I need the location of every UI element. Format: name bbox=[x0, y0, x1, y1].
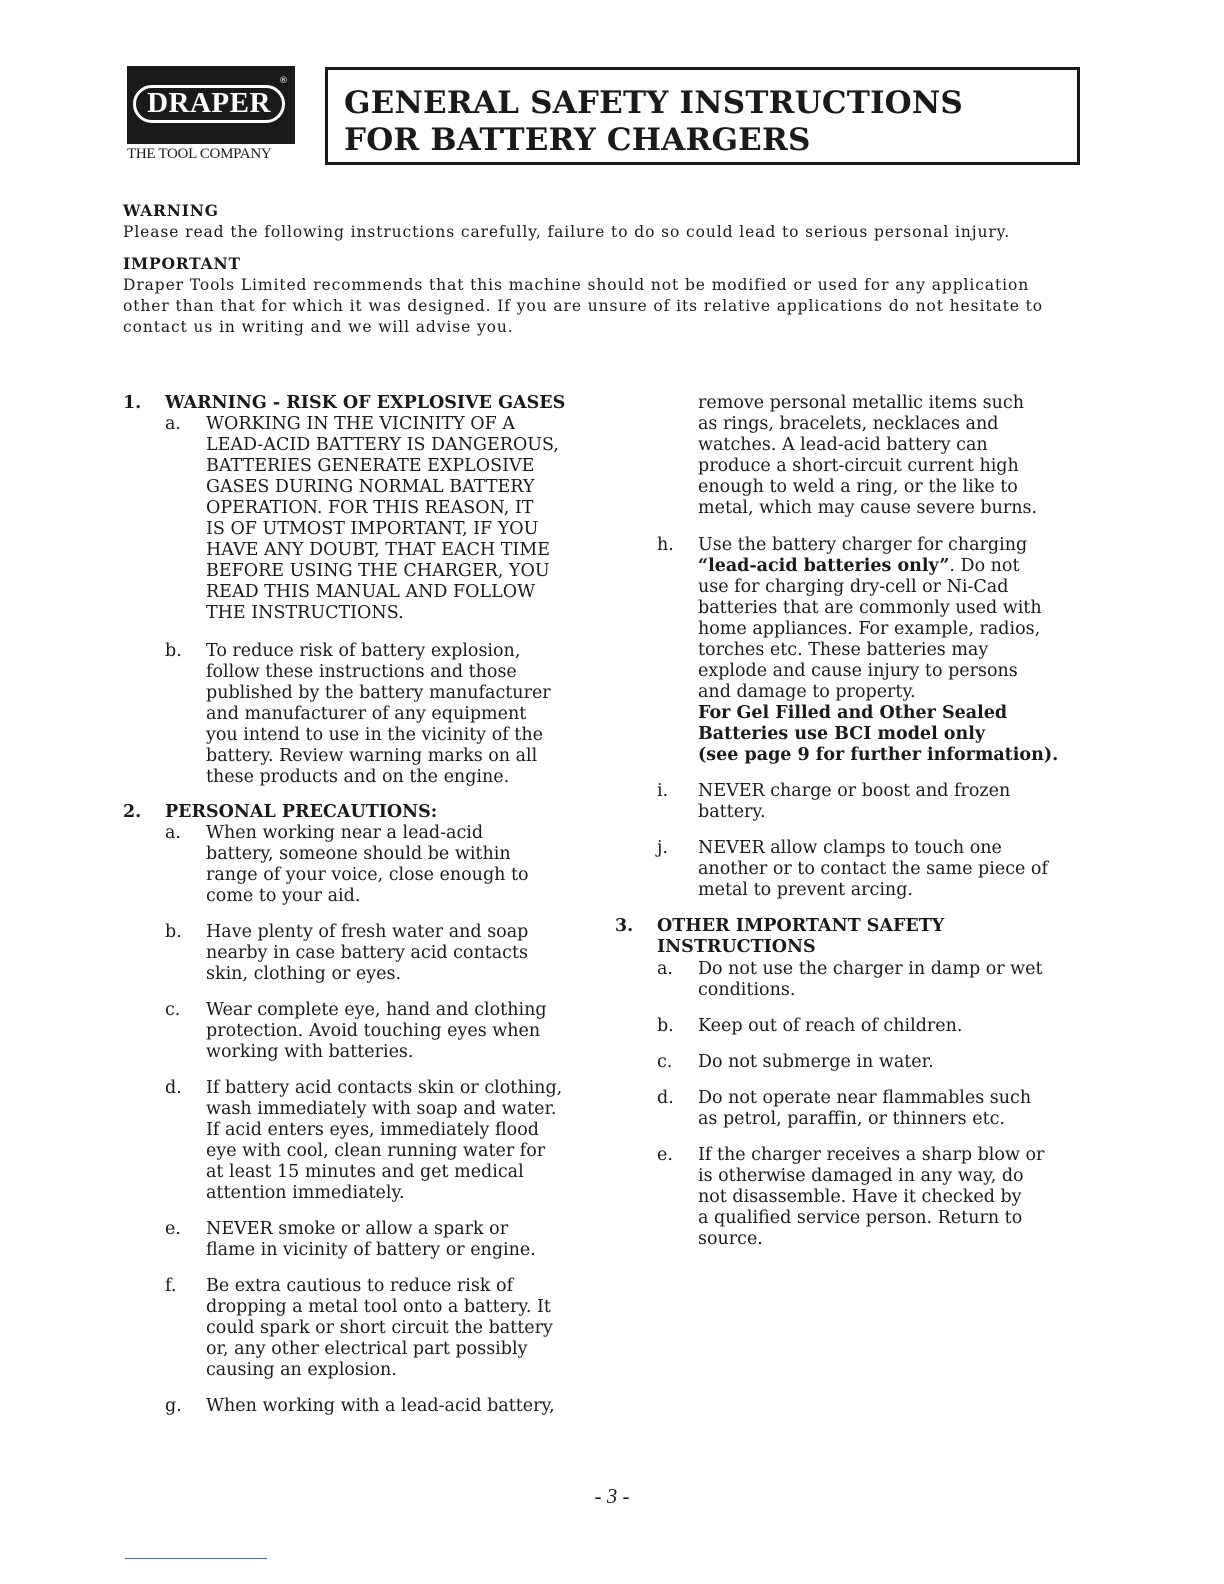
item-letter: d. bbox=[657, 1088, 674, 1108]
logo-block bbox=[127, 66, 295, 144]
item-letter: h. bbox=[657, 535, 674, 555]
item-text: To reduce risk of battery explosion, follow these instructions and those published by the battery manufacturer and manufacturer of any equipment you intend to use in the vicinity of the battery. Review warning marks on all these products and on the engine. bbox=[206, 641, 551, 787]
item-letter: f. bbox=[165, 1276, 177, 1296]
item-text: Have plenty of fresh water and soap nearby in case battery acid contacts skin, clothing or eyes. bbox=[206, 922, 529, 984]
item-2h-text-start: Use the battery charger for charging bbox=[698, 535, 1028, 555]
item-letter: a. bbox=[657, 959, 673, 979]
item-letter: b. bbox=[165, 922, 182, 942]
item-text: NEVER allow clamps to touch one another or to contact the same piece of metal to prevent arcing. bbox=[698, 838, 1048, 900]
footer-rule bbox=[125, 1558, 267, 1559]
section-3-heading bbox=[615, 916, 1085, 958]
item-letter: e. bbox=[657, 1145, 673, 1165]
item-text: NEVER smoke or allow a spark or flame in vicinity of battery or engine. bbox=[206, 1219, 536, 1260]
item-2h-bold-note: For Gel Filled and Other Sealed Batteries use BCI model only (see page 9 for further information). bbox=[698, 703, 1059, 765]
item-text: remove personal metallic items such as rings, bracelets, necklaces and watches. A lead-acid battery can produce a short-circuit current high enough to weld a ring, or the like to metal, which may cause severe burns. bbox=[698, 393, 1038, 518]
item-letter: c. bbox=[165, 1000, 181, 1020]
section-1-heading bbox=[123, 393, 603, 414]
item-letter: a. bbox=[165, 414, 181, 434]
item-letter: g. bbox=[165, 1396, 182, 1416]
important-line-2: other than that for which it was designed. If you are unsure of its relative applications do not hesitate to bbox=[123, 297, 1044, 315]
section-1-title: WARNING - RISK OF EXPLOSIVE GASES bbox=[165, 393, 566, 413]
section-3-title-line-1: OTHER IMPORTANT SAFETY bbox=[657, 916, 945, 936]
item-letter: i. bbox=[657, 781, 669, 801]
item-text: Wear complete eye, hand and clothing protection. Avoid touching eyes when working with batteries. bbox=[206, 1000, 547, 1062]
warning-block bbox=[123, 200, 1103, 243]
section-3-title-line-2: INSTRUCTIONS bbox=[657, 937, 816, 957]
item-text: If battery acid contacts skin or clothing, wash immediately with soap and water. If acid enters eyes, immediately flood eye with cool, clean running water for at least 15 minutes and get medical attention immediately. bbox=[206, 1078, 563, 1203]
item-letter: d. bbox=[165, 1078, 182, 1098]
title-line-2: FOR BATTERY CHARGERS bbox=[344, 122, 811, 158]
item-text: Do not submerge in water. bbox=[698, 1052, 934, 1072]
logo-tagline: THE TOOL COMPANY bbox=[127, 146, 272, 162]
item-letter: b. bbox=[165, 641, 182, 661]
item-text: NEVER charge or boost and frozen battery. bbox=[698, 781, 1011, 822]
section-2-title: PERSONAL PRECAUTIONS: bbox=[165, 802, 438, 822]
page-number: - 3 - bbox=[594, 1484, 630, 1508]
important-line-3: contact us in writing and we will advise you. bbox=[123, 318, 514, 336]
item-letter: c. bbox=[657, 1052, 673, 1072]
item-text: If the charger receives a sharp blow or is otherwise damaged in any way, do not disassemble. Have it checked by a qualified service person. Return to source. bbox=[698, 1145, 1045, 1249]
item-text: Do not use the charger in damp or wet conditions. bbox=[698, 959, 1043, 1000]
registered-mark: ® bbox=[279, 76, 288, 86]
item-text: Keep out of reach of children. bbox=[698, 1016, 963, 1036]
page-title bbox=[325, 67, 1080, 165]
section-2-number: 2. bbox=[123, 802, 142, 822]
item-text: WORKING IN THE VICINITY OF A LEAD-ACID BATTERY IS DANGEROUS, BATTERIES GENERATE EXPLOSIVE GASES DURING NORMAL BATTERY OPERATION. FOR THIS REASON, IT IS OF UTMOST IMPORTANT, IF YOU HAVE ANY DOUBT, THAT EACH TIME BEFORE USING THE CHARGER, YOU READ THIS MANUAL AND FOLLOW THE INSTRUCTIONS. bbox=[206, 414, 559, 623]
important-block bbox=[123, 253, 1103, 338]
item-letter: j. bbox=[657, 838, 668, 858]
warning-heading: WARNING bbox=[123, 201, 219, 220]
item-letter: b. bbox=[657, 1016, 674, 1036]
item-text: When working near a lead-acid battery, someone should be within range of your voice, close enough to come to your aid. bbox=[206, 823, 529, 906]
item-2h-bold-emphasis: “lead-acid batteries only” bbox=[698, 556, 950, 576]
item-text bbox=[698, 535, 1088, 766]
section-1-number: 1. bbox=[123, 393, 142, 413]
item-2h-text-middle: . Do not use for charging dry-cell or Ni-Cad batteries that are commonly used with home appliances. For example, radios, torches etc. These batteries may explode and cause injury to persons and damage to property. bbox=[698, 556, 1042, 702]
important-line-1: Draper Tools Limited recommends that this machine should not be modified or used for any application bbox=[123, 276, 1030, 294]
item-text: Be extra cautious to reduce risk of dropping a metal tool onto a battery. It could spark or short circuit the battery or, any other electrical part possibly causing an explosion. bbox=[206, 1276, 553, 1380]
item-text: Do not operate near flammables such as petrol, paraffin, or thinners etc. bbox=[698, 1088, 1032, 1129]
right-column bbox=[615, 393, 1085, 1273]
title-line-1: GENERAL SAFETY INSTRUCTIONS bbox=[344, 85, 963, 121]
section-2-heading bbox=[123, 802, 603, 823]
section-3-number: 3. bbox=[615, 916, 634, 936]
left-column bbox=[123, 393, 603, 1433]
item-text: When working with a lead-acid battery, bbox=[206, 1396, 555, 1416]
warning-text: Please read the following instructions carefully, failure to do so could lead to serious personal injury. bbox=[123, 223, 1011, 241]
logo-brand: DRAPER bbox=[133, 85, 285, 123]
item-letter: e. bbox=[165, 1219, 181, 1239]
draper-logo bbox=[127, 66, 297, 164]
important-heading: IMPORTANT bbox=[123, 254, 241, 273]
item-letter: a. bbox=[165, 823, 181, 843]
